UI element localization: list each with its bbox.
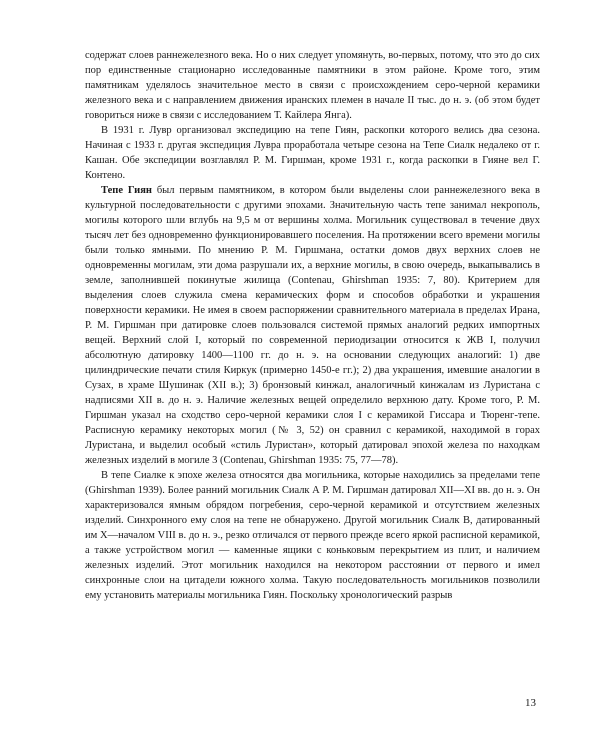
page-number: 13 xyxy=(525,697,536,709)
paragraph-1 xyxy=(85,48,540,123)
paragraph-3-lead: Тепе Гиян xyxy=(101,185,152,196)
paragraph-4-text: В тепе Сиалке к эпохе железа относятся два могильника, которые находились за пределами тепе (Ghirshman 1939). Более ранний могильник Сиалк А Р. М. Гиршман датировал XII—XI вв. до н. э. Он характеризовался ямным обрядом погребения, серо-черной керамикой и отсутствием железных изделий. Синхронного ему слоя на тепе не обнаружено. Другой могильник Сиалк В, датированный им X—началом VIII в. до н. э., резко отличался от первого прежде всего яркой расписной керамикой, а также устройством могил — каменные ящики с коньковым перекрытием из плит, и наличием железных изделий. Этот могильник находился на некотором расстоянии от первого и имел синхронные слои на цитадели южного холма. Такую последовательность могильников позволили ему установить материалы могильника Гиян. Поскольку хронологический разрыв xyxy=(85,470,540,601)
paragraph-3 xyxy=(85,183,540,468)
paragraph-2 xyxy=(85,123,540,183)
paragraph-1-text: содержат слоев раннежелезного века. Но о них следует упомянуть, во-первых, потому, что это до сих пор единственные стационарно исследованные памятники в этом районе. Кроме того, этим памятникам уделялось значительное место в связи с происхождением серо-черной керамики железного века и с направлением движения иранских племен в начале II тыс. до н. э. (об этом будет говориться ниже в связи с исследованием Т. Кайлера Янга). xyxy=(85,50,540,121)
paragraph-3-text: был первым памятником, в котором были выделены слои раннежелезного века в культурной последовательности с другими эпохами. Значительную часть тепе занимал некрополь, могилы которого шли вглубь на 9,5 м от вершины холма. Могильник существовал в течение двух тысяч лет без одновременно функционировавшего поселения. На протяжении всего времени могилы были только ямными. По мнению Р. М. Гиршмана, остатки домов двух верхних слоев не одновременны могилам, эти дома разрушали их, а верхние могилы, в свою очередь, выкапывались в земле, заполнившей покинутые жилища (Contenau, Ghirshman 1935: 7, 80). Критерием для выделения слоев служила смена керамических форм и способов обработки и украшения поверхности керамики. Не имея в своем распоряжении сравнительного материала в пределах Ирана, Р. М. Гиршман при датировке слоев пользовался системой прямых аналогий редких импортных вещей. Верхний слой I, который по современной периодизации относится к ЖВ I, получил абсолютную датировку 1400—1100 гг. до н. э. на основании следующих аналогий: 1) две цилиндрические печати стиля Киркук (примерно 1450-е гг.); 2) два украшения, имевшие аналогии в Сузах, в храме Шушинак (XII в.); 3) бронзовый кинжал, аналогичный кинжалам из Луристана с надписями XII в. до н. э. Наличие железных вещей определило верхнюю дату. Кроме того, Р. М. Гиршман указал на сходство серо-черной керамики слоя I с керамикой Гиссара и Тюренг-тепе. Расписную керамику некоторых могил (№ 3, 52) он сравнил с керамикой, находимой в горах Луристана, и выделил особый «стиль Луристан», который датировал эпохой железа по находкам железных изделий в могиле 3 (Contenau, Ghirshman 1935: 75, 77—78). xyxy=(85,185,540,466)
paragraph-4 xyxy=(85,468,540,603)
paragraph-2-text: В 1931 г. Лувр организовал экспедицию на тепе Гиян, раскопки которого велись два сезона. Начиная с 1933 г. другая экспедиция Лувра проработала четыре сезона на Тепе Сиалк недалеко от г. Кашан. Обе экспедиции возглавлял Р. М. Гиршман, кроме 1931 г., когда раскопки в Гияне вел Г. Контено. xyxy=(85,125,540,181)
body-text xyxy=(85,48,540,603)
